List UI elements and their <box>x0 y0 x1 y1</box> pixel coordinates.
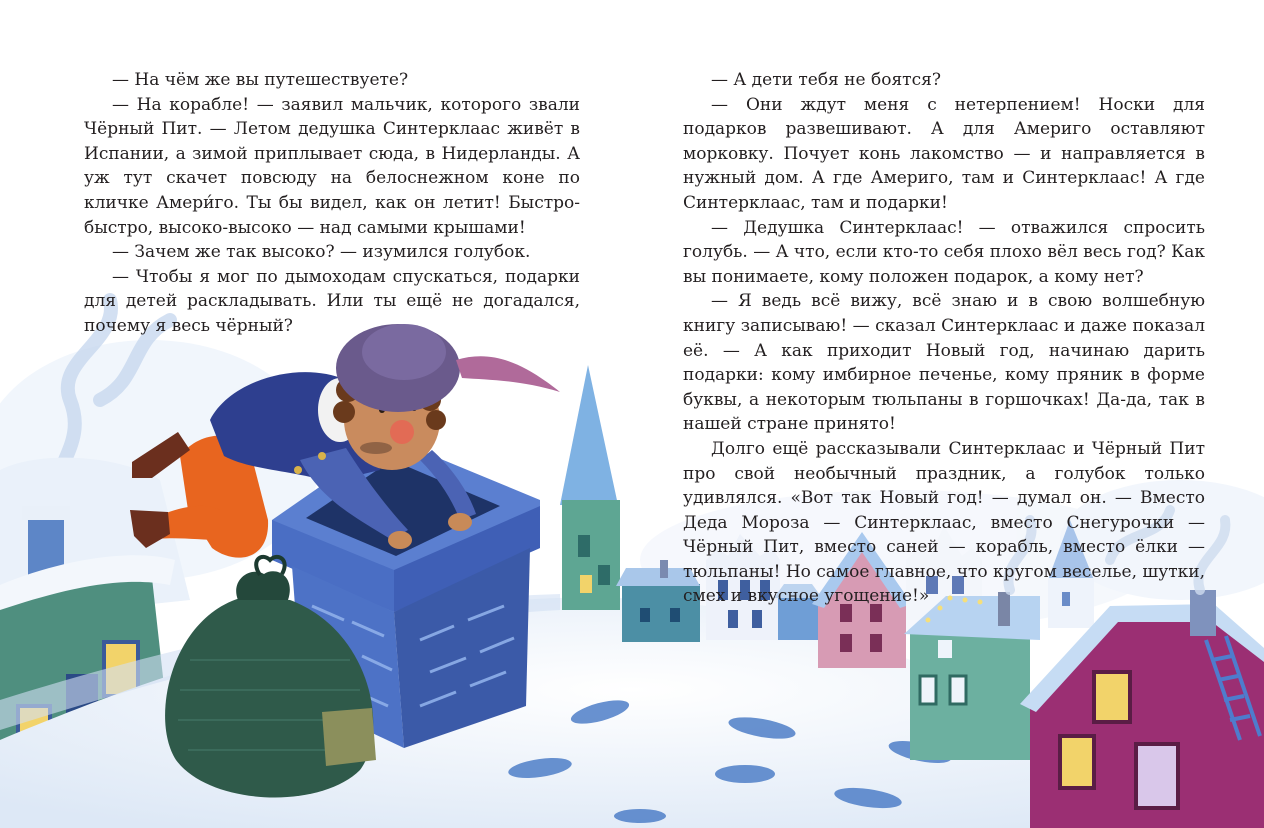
paragraph: — Дедушка Синтерклаас! — отважился спросить голубь. — А что, если кто-то себя плохо вёл весь год? Как вы понимаете, кому положен подарок, а кому нет? <box>683 217 1206 287</box>
paragraph: — Они ждут меня с нетерпением! Носки для подарков развешивают. А для Америго оставляют морковку. Почует конь лакомство — и направляется в нужный дом. А где Америго, там и Синтерклаас! А где Синтерклаас, там и подарки! <box>683 94 1205 213</box>
right-text-column <box>683 68 1205 609</box>
paragraph: — На чём же вы путешествуете? <box>112 70 409 90</box>
green-house <box>904 592 1040 760</box>
paragraph: — А дети тебя не боятся? <box>711 70 941 90</box>
paragraph: — Чтобы я мог по дымоходам спускаться, подарки для детей раскладывать. Или ты ещё не догадался, почему я весь чёрный? <box>84 266 580 336</box>
paragraph: — Зачем же так высоко? — изумился голубок. <box>112 242 531 263</box>
teal-tower <box>560 365 620 610</box>
paragraph: Долго ещё рассказывали Синтерклаас и Чёрный Пит про свой необычный праздник, а голубок только удивлялся. «Вот так Новый год! — думал он. — Вместо Деда Мороза — Синтерклаас, вместо Снегурочки — Чёрный Пит, вместо саней — корабль, вместо ёлки — тюльпаны! Но самое главное, что кругом веселье, шутки, смех и вкусное угощение!» <box>683 438 1205 607</box>
paragraph: — Я ведь всё вижу, всё знаю и в свою волшебную книгу записываю! — сказал Синтерклаас и даже показал её. — А как приходит Новый год, начинаю дарить подарки: кому имбирное печенье, кому пряник в форме буквы, а некоторым тюльпаны в горшочках! Да-да, так в нашей стране принято! <box>683 291 1205 435</box>
paragraph: — На корабле! — заявил мальчик, которого звали Чёрный Пит. — Летом дедушка Синтерклаас живёт в Испании, а зимой приплывает сюда, в Нидерланды. А уж тут скачет повсюду на белоснежном коне по кличке Амери́го. Ты бы видел, как он летит! Быстро-быстро, высоко-высоко — над самыми крышами! <box>84 94 580 238</box>
left-text-column <box>84 68 580 339</box>
